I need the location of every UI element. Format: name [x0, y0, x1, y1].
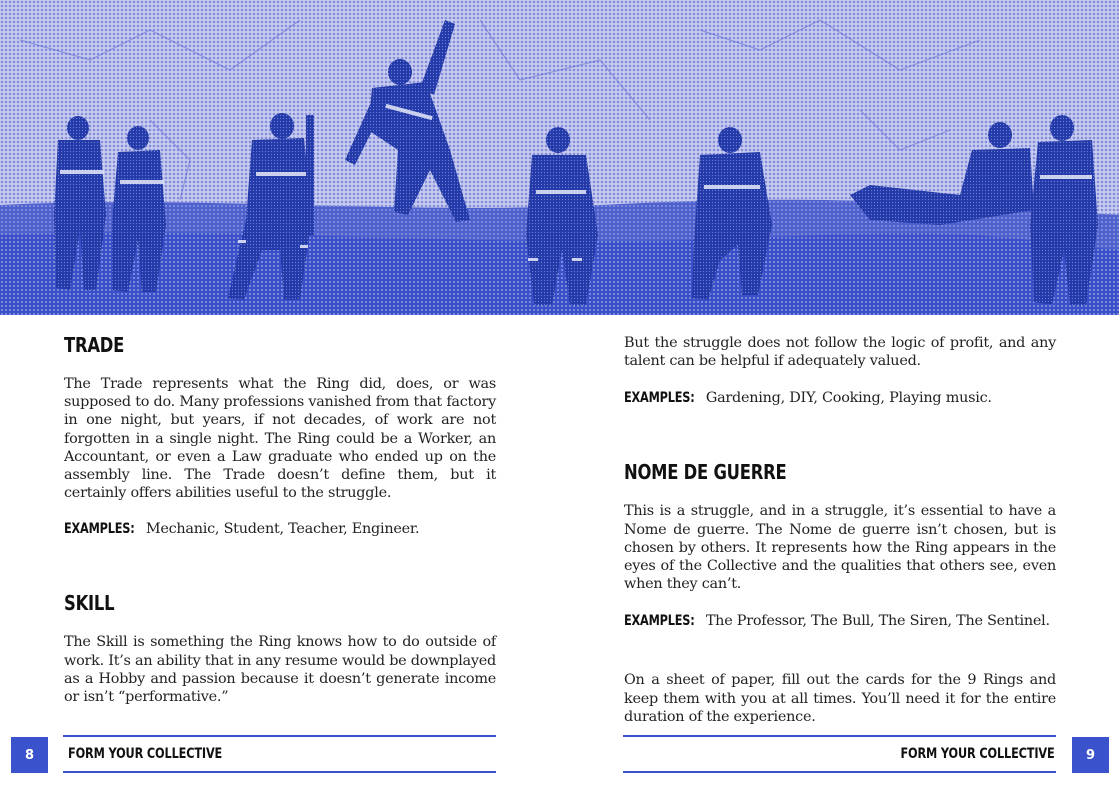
trade-examples [64, 520, 496, 538]
trade-section [64, 332, 496, 538]
skill-section [64, 590, 496, 706]
footer-right [623, 735, 1056, 773]
closing-instructions: On a sheet of paper, fill out the cards for the 9 Rings and keep them with you at all times. You’ll need it for the entire duration of the experience. [624, 672, 1056, 725]
nome-de-guerre-examples [624, 612, 1056, 630]
skill-examples-text: Gardening, DIY, Cooking, Playing music. [705, 390, 992, 407]
skill-body: The Skill is something the Ring knows how to do outside of work. It’s an ability that in any resume would be downplayed as a Hobby and passion because it doesn’t generate income or isn’t “performative.” [64, 634, 496, 706]
footer-left [63, 735, 496, 773]
page-number-right: 9 [1072, 737, 1109, 773]
nome-de-guerre-examples-label: EXAMPLES: [624, 613, 695, 630]
footer-title-right: FORM YOUR COLLECTIVE [900, 746, 1055, 762]
header-photo-workers [0, 0, 1119, 315]
trade-heading: TRADE [64, 333, 125, 357]
right-page-column [624, 332, 1056, 726]
footer-title-left: FORM YOUR COLLECTIVE [68, 746, 223, 762]
skill-continued-body: But the struggle does not follow the logic of profit, and any talent can be helpful if adequately valued. [624, 335, 1056, 370]
nome-de-guerre-section [624, 459, 1056, 630]
left-page-column [64, 332, 496, 706]
skill-examples [624, 389, 1056, 407]
skill-examples-label: EXAMPLES: [624, 390, 695, 407]
trade-body: The Trade represents what the Ring did, does, or was supposed to do. Many professions vanished from that factory in one night, but years, if not decades, of work are not forgotten in a single night. The Ring could be a Worker, an Accountant, or even a Law graduate who ended up on the assembly line. The Trade doesn’t define them, but it certainly offers abilities useful to the struggle. [64, 376, 496, 502]
trade-examples-label: EXAMPLES: [64, 521, 135, 538]
page-number-left: 8 [11, 737, 48, 773]
nome-de-guerre-body: This is a struggle, and in a struggle, it’s essential to have a Nome de guerre. The Nome de guerre isn’t chosen, but is chosen by others. It represents how the Ring appears in the eyes of the Collective and the qualities that others see, even when they can’t. [624, 503, 1056, 593]
nome-de-guerre-examples-text: The Professor, The Bull, The Siren, The Sentinel. [705, 613, 1050, 630]
trade-examples-text: Mechanic, Student, Teacher, Engineer. [145, 521, 420, 538]
workers-silhouettes [0, 0, 1119, 315]
nome-de-guerre-heading: NOME DE GUERRE [624, 460, 787, 485]
skill-heading: SKILL [64, 591, 115, 616]
